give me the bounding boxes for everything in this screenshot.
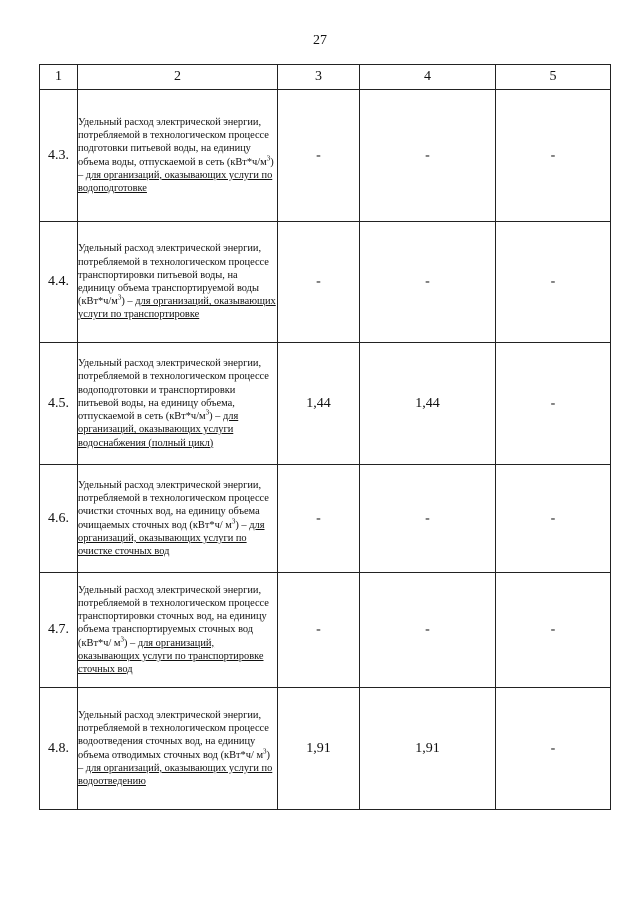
description-underlined: для организаций, оказывающих услуги водоснабжения (полный цикл) [78,411,239,449]
cell-col5: - [496,222,611,343]
row-number: 4.6. [40,465,78,573]
description-underlined: для организаций, оказывающих услуги по водоотведению [78,762,273,787]
cell-col3: 1,44 [278,343,360,465]
superscript: 3 [231,517,236,526]
cell-col4: 1,44 [360,343,496,465]
superscript: 3 [263,747,267,756]
cell-col5: - [496,573,611,688]
row-description [78,90,278,222]
cell-col3: - [278,573,360,688]
description-text: Удельный расход электрической энергии, потребляемой в технологическом процессе водоотведения сточных вод, на единицу объема отводимых сточных вод (кВт*ч/ м [78,709,269,761]
column-header-1: 1 [40,65,78,90]
description-text: Удельный расход электрической энергии, потребляемой в технологическом процессе водоподготовки и транспортировки питьевой воды, на единицу объема, отпускаемой в сеть (кВт*ч/м [78,358,269,423]
description-close: ) – [123,637,138,649]
description-close: ) – [78,749,270,774]
table-row [40,465,611,573]
description-text: Удельный расход электрической энергии, потребляемой в технологическом процессе подготовки питьевой воды, на единицу объема воды, отпускаемой в сеть (кВт*ч/м [78,116,269,168]
description-underlined: для организаций, оказывающих услуги по транспортировке [78,296,276,321]
description-underlined: для организаций, оказывающих услуги по транспортировке сточных вод [78,637,264,675]
cell-col4: - [360,90,496,222]
row-description [78,573,278,688]
row-number: 4.7. [40,573,78,688]
cell-col5: - [496,343,611,465]
row-description [78,222,278,343]
cell-col4: 1,91 [360,688,496,810]
description-close: ) – [209,411,223,423]
cell-col5: - [496,465,611,573]
superscript: 3 [117,293,122,302]
cell-col3: - [278,222,360,343]
cell-col5: - [496,688,611,810]
cell-col3: 1,91 [278,688,360,810]
description-text: Удельный расход электрической энергии, потребляемой в технологическом процессе транспортировки сточных вод, на единицу объема транспортируемых сточных вод (кВт*ч/ м [78,584,269,649]
row-number: 4.8. [40,688,78,810]
header-row [40,65,611,90]
description-close: ) – [78,156,274,181]
row-number: 4.3. [40,90,78,222]
row-description [78,465,278,573]
indicators-table [39,64,611,810]
superscript: 3 [205,408,210,417]
description-close: ) – [235,519,250,531]
cell-col4: - [360,573,496,688]
row-number: 4.4. [40,222,78,343]
cell-col4: - [360,222,496,343]
description-text: Удельный расход электрической энергии, потребляемой в технологическом процессе транспортировки питьевой воды, на единицу объема транспортируемой воды (кВт*ч/м [78,243,269,308]
superscript: 3 [120,635,124,644]
table-row [40,90,611,222]
row-number: 4.5. [40,343,78,465]
cell-col4: - [360,465,496,573]
cell-col5: - [496,90,611,222]
row-description [78,688,278,810]
table-row [40,343,611,465]
description-close: ) – [121,296,136,308]
description-text: Удельный расход электрической энергии, потребляемой в технологическом процессе очистки сточных вод, на единицу объема очищаемых сточных вод (кВт*ч/ м [78,479,269,531]
description-underlined: для организаций, оказывающих услуги по очистке сточных вод [78,519,265,557]
page-number: 27 [313,33,327,48]
table-row [40,688,611,810]
column-header-3: 3 [278,65,360,90]
cell-col3: - [278,465,360,573]
column-header-4: 4 [360,65,496,90]
superscript: 3 [266,154,271,163]
row-description [78,343,278,465]
description-underlined: для организаций, оказывающих услуги по водоподготовке [78,169,273,194]
table-row [40,222,611,343]
column-header-5: 5 [496,65,611,90]
table-row [40,573,611,688]
column-header-2: 2 [78,65,278,90]
cell-col3: - [278,90,360,222]
